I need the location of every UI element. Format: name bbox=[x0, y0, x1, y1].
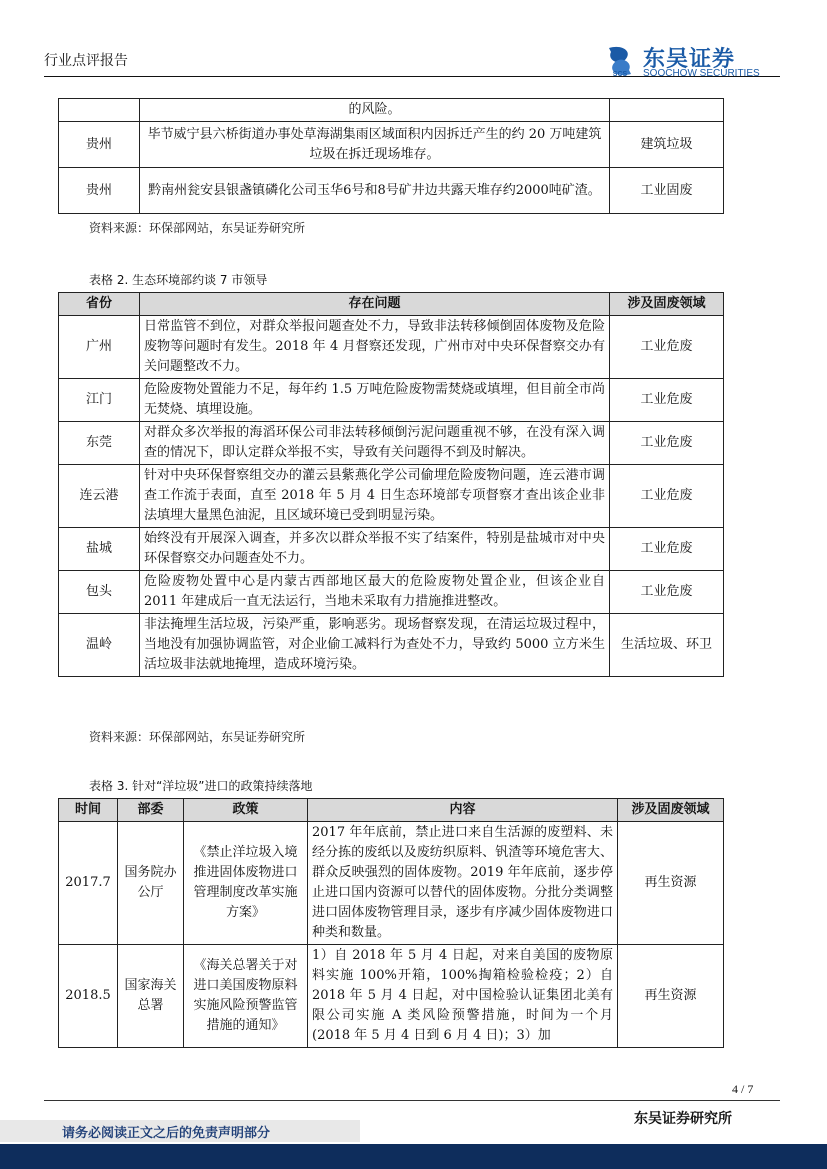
field-cell: 生活垃圾、环卫 bbox=[610, 614, 724, 677]
header-time: 时间 bbox=[59, 799, 118, 822]
table2-source: 资料来源：环保部网站，东吴证券研究所 bbox=[89, 730, 306, 744]
issue-cell: 黔南州瓮安县银盏镇磷化公司玉华6号和8号矿井边共露天堆存约2000吨矿渣。 bbox=[140, 168, 610, 214]
header-field: 涉及固废领域 bbox=[610, 293, 724, 316]
policy-cell: 《禁止洋垃圾入境推进固体废物进口管理制度改革实施方案》 bbox=[184, 822, 308, 945]
field-cell: 工业危废 bbox=[610, 571, 724, 614]
table2 bbox=[58, 292, 724, 677]
field-cell: 建筑垃圾 bbox=[610, 122, 724, 168]
issue-cell: 非法掩埋生活垃圾，污染严重，影响恶劣。现场督察发现，在清运垃圾过程中，当地没有加强协调监管，对企业偷工减料行为查处不力，导致约 5000 立方米生活垃圾非法就地掩埋，造成环境污染。 bbox=[140, 614, 610, 677]
disclaimer-text: 请务必阅读正文之后的免责声明部分 bbox=[62, 1126, 271, 1141]
province-cell: 广州 bbox=[59, 316, 140, 379]
table-header-row bbox=[59, 799, 724, 822]
header-province: 省份 bbox=[59, 293, 140, 316]
table2-caption: 表格 2. 生态环境部约谈 7 市领导 bbox=[89, 273, 268, 287]
header-dept: 部委 bbox=[118, 799, 184, 822]
logo-mark-icon bbox=[603, 44, 637, 78]
report-type: 行业点评报告 bbox=[44, 53, 128, 69]
province-cell: 贵州 bbox=[59, 168, 140, 214]
table-row bbox=[59, 571, 724, 614]
policy-cell: 《海关总署关于对进口美国废物原料实施风险预警监管措施的通知》 bbox=[184, 945, 308, 1048]
table-row bbox=[59, 99, 724, 122]
issue-cell: 针对中央环保督察组交办的灌云县紫燕化学公司偷埋危险废物问题，连云港市调查工作流于表面，直至 2018 年 5 月 4 日生态环境部专项督察才查出该企业非法填埋大量黑色油泥，且区域环境已受到明显污染。 bbox=[140, 465, 610, 528]
logo-cn: 东吴证券 bbox=[643, 47, 736, 72]
table-row bbox=[59, 168, 724, 214]
issue-cell: 危险废物处置中心是内蒙古西部地区最大的危险废物处置企业，但该企业自 2011 年建成后一直无法运行，当地未采取有力措施推进整改。 bbox=[140, 571, 610, 614]
field-cell: 工业危废 bbox=[610, 422, 724, 465]
page-number: 4 / 7 bbox=[732, 1082, 754, 1096]
table3-caption: 表格 3. 针对“洋垃圾”进口的政策持续落地 bbox=[89, 779, 313, 793]
time-cell: 2017.7 bbox=[59, 822, 118, 945]
dept-cell: 国务院办公厅 bbox=[118, 822, 184, 945]
content-cell: 1）自 2018 年 5 月 4 日起，对来自美国的废物原料实施 100%开箱，100%掏箱检验检疫；2）自 2018 年 5 月 4 日起，对中国检验认证集团北美有限公司实施 A 类风险预警措施，时间为一个月(2018 年 5 月 4 日到 6 月 4 日)；3）加 bbox=[308, 945, 618, 1048]
table1-source: 资料来源：环保部网站，东吴证券研究所 bbox=[89, 221, 306, 235]
issue-cell: 毕节威宁县六桥街道办事处草海湖集雨区域面积内因拆迁产生的约 20 万吨建筑垃圾在拆迁现场堆存。 bbox=[140, 122, 610, 168]
province-cell: 包头 bbox=[59, 571, 140, 614]
header-policy: 政策 bbox=[184, 799, 308, 822]
field-cell: 再生资源 bbox=[618, 945, 724, 1048]
table-row bbox=[59, 316, 724, 379]
header-field: 涉及固废领域 bbox=[618, 799, 724, 822]
province-cell: 江门 bbox=[59, 379, 140, 422]
field-cell: 工业危废 bbox=[610, 465, 724, 528]
issue-cell: 对群众多次举报的海滔环保公司非法转移倾倒污泥问题重视不够，在没有深入调查的情况下，即认定群众举报不实，导致有关问题得不到及时解决。 bbox=[140, 422, 610, 465]
province-cell bbox=[59, 99, 140, 122]
table3 bbox=[58, 798, 724, 1048]
field-cell: 再生资源 bbox=[618, 822, 724, 945]
time-cell: 2018.5 bbox=[59, 945, 118, 1048]
field-cell bbox=[610, 99, 724, 122]
table-row bbox=[59, 945, 724, 1048]
table-row bbox=[59, 122, 724, 168]
logo-en: SOOCHOW SECURITIES bbox=[643, 68, 760, 79]
issue-cell: 危险废物处置能力不足，每年约 1.5 万吨危险废物需焚烧或填埋，但目前全市尚无焚烧、填埋设施。 bbox=[140, 379, 610, 422]
disclaimer-banner bbox=[0, 1120, 360, 1142]
province-cell: 贵州 bbox=[59, 122, 140, 168]
footer-institute: 东吴证券研究所 bbox=[634, 1111, 732, 1127]
province-cell: 连云港 bbox=[59, 465, 140, 528]
table-row bbox=[59, 822, 724, 945]
province-cell: 东莞 bbox=[59, 422, 140, 465]
content-cell: 2017 年年底前，禁止进口来自生活源的废塑料、未经分拣的废纸以及废纺织原料、钒渣等环境危害大、群众反映强烈的固体废物。2019 年年底前，逐步停止进口国内资源可以替代的固体废物。分批分类调整进口固体废物管理目录，逐步有序减少固体废物进口种类和数量。 bbox=[308, 822, 618, 945]
footer-divider bbox=[44, 1100, 780, 1101]
issue-cell: 始终没有开展深入调查，并多次以群众举报不实了结案件，特别是盐城市对中央环保督察交办问题查处不力。 bbox=[140, 528, 610, 571]
province-cell: 盐城 bbox=[59, 528, 140, 571]
issue-cell: 日常监管不到位，对群众举报问题查处不力，导致非法转移倾倒固体废物及危险废物等问题时有发生。2018 年 4 月督察还发现，广州市对中央环保督察交办有关问题整改不力。 bbox=[140, 316, 610, 379]
header-content: 内容 bbox=[308, 799, 618, 822]
table-header-row bbox=[59, 293, 724, 316]
table1-continued bbox=[58, 98, 724, 214]
table-row bbox=[59, 422, 724, 465]
province-cell: 温岭 bbox=[59, 614, 140, 677]
dept-cell: 国家海关总署 bbox=[118, 945, 184, 1048]
field-cell: 工业危废 bbox=[610, 528, 724, 571]
company-logo bbox=[603, 44, 783, 80]
field-cell: 工业危废 bbox=[610, 379, 724, 422]
table-row bbox=[59, 528, 724, 571]
header-issue: 存在问题 bbox=[140, 293, 610, 316]
logo-mark-text: SCS bbox=[612, 71, 628, 78]
table-row bbox=[59, 614, 724, 677]
footer-bar bbox=[0, 1144, 827, 1169]
table-row bbox=[59, 465, 724, 528]
issue-cell: 的风险。 bbox=[140, 99, 610, 122]
field-cell: 工业固废 bbox=[610, 168, 724, 214]
table-row bbox=[59, 379, 724, 422]
field-cell: 工业危废 bbox=[610, 316, 724, 379]
